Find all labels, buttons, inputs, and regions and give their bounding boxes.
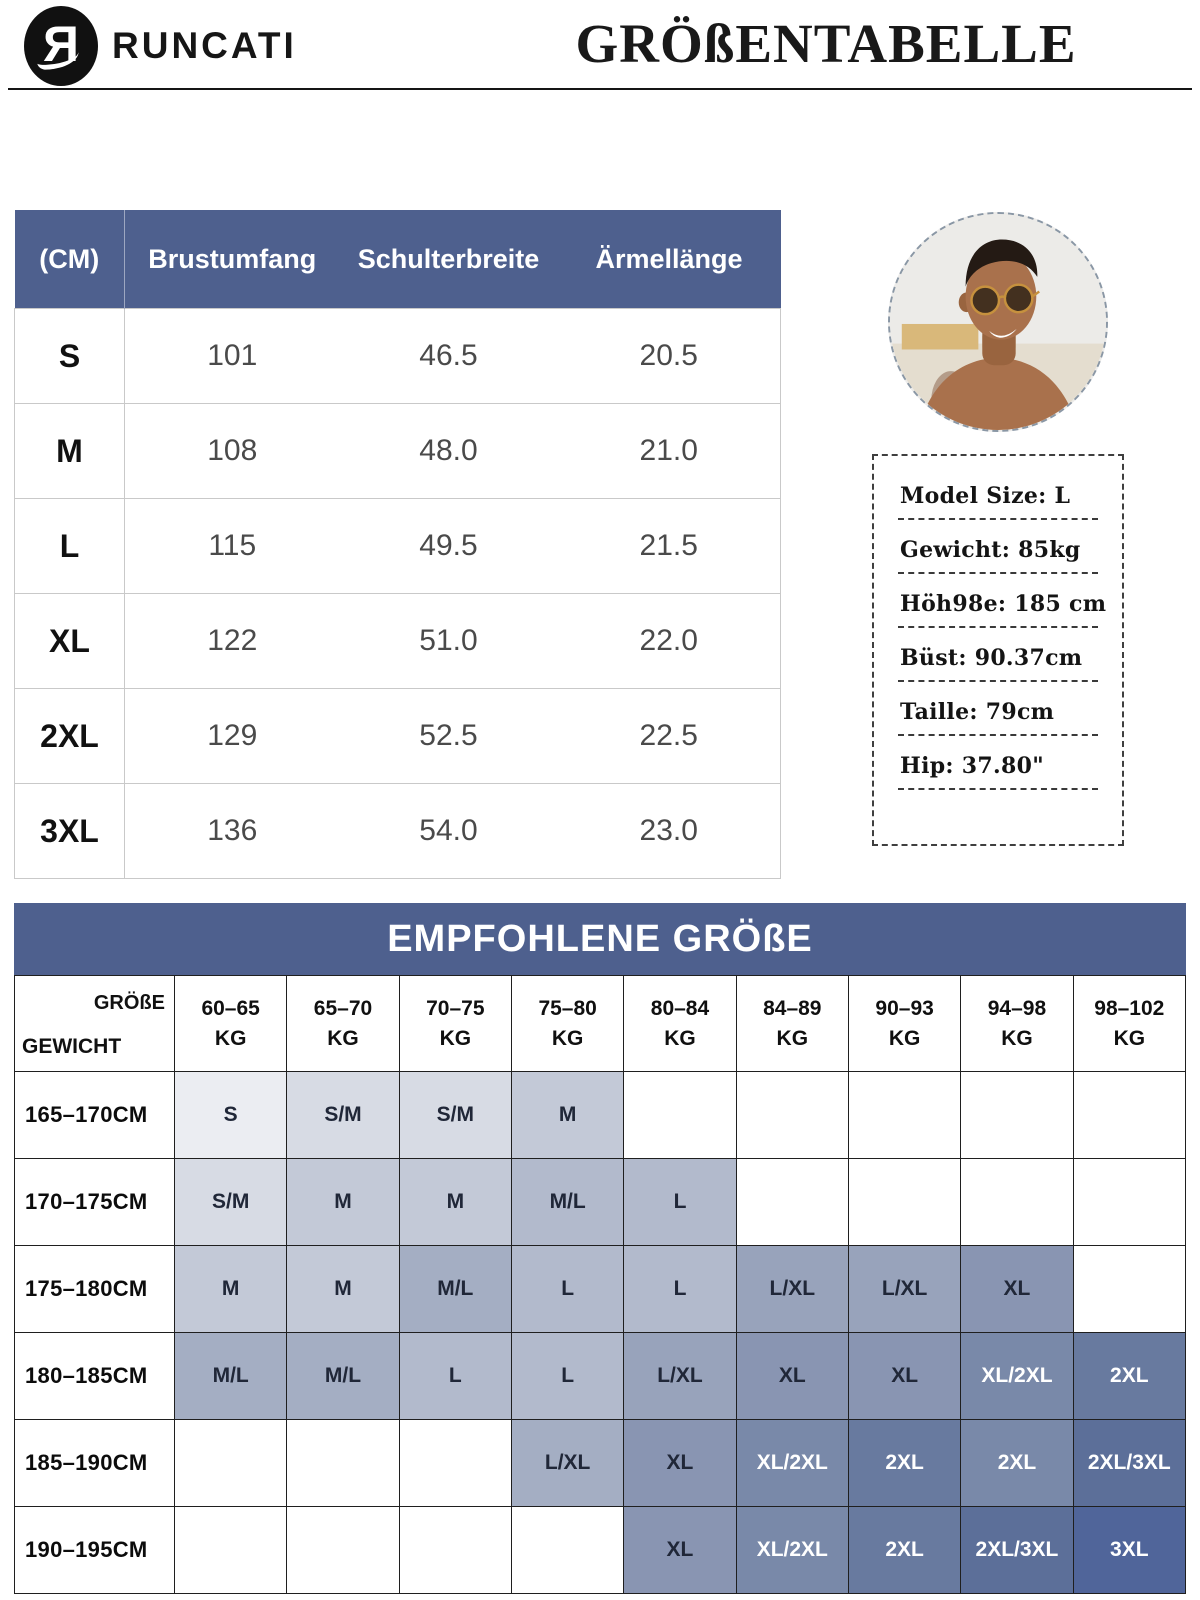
rec-cell: 2XL <box>848 1420 960 1507</box>
size-table-col-sleeve: Ärmellänge <box>558 210 781 309</box>
size-label: M <box>15 404 125 499</box>
size-table-header-row <box>15 210 781 309</box>
size-table-row <box>15 309 781 404</box>
recommendation-table <box>14 975 1186 1594</box>
rec-cell: XL <box>624 1507 736 1594</box>
rec-table-row <box>15 1159 1186 1246</box>
rec-cell: M/L <box>175 1333 287 1420</box>
size-value: 129 <box>125 689 340 784</box>
rec-cell <box>287 1420 399 1507</box>
size-value: 115 <box>125 499 340 594</box>
model-size: Model Size: L <box>898 483 1098 520</box>
brand-logo-icon <box>24 6 98 86</box>
rec-cell: L/XL <box>848 1246 960 1333</box>
rec-cell: S/M <box>287 1072 399 1159</box>
height-row-label: 190–195CM <box>15 1507 175 1594</box>
size-value: 101 <box>125 309 340 404</box>
size-value: 22.5 <box>558 689 781 784</box>
rec-cell: XL/2XL <box>961 1333 1073 1420</box>
rec-cell <box>1073 1072 1185 1159</box>
rec-cell: L/XL <box>624 1333 736 1420</box>
rec-cell: L/XL <box>511 1420 623 1507</box>
rec-table-row <box>15 1072 1186 1159</box>
size-value: 51.0 <box>340 594 558 689</box>
weight-column-header: 80–84 KG <box>624 976 736 1072</box>
rec-cell: L/XL <box>736 1246 848 1333</box>
rec-header-row <box>15 976 1186 1072</box>
corner-size-label: GRÖßE <box>93 992 165 1014</box>
height-row-label: 185–190CM <box>15 1420 175 1507</box>
rec-table-row <box>15 1333 1186 1420</box>
height-row-label: 175–180CM <box>15 1246 175 1333</box>
page-title: GRÖßENTABELLE <box>575 13 1077 74</box>
size-table-body <box>15 309 781 879</box>
weight-column-header: 75–80 KG <box>511 976 623 1072</box>
size-label: 3XL <box>15 784 125 879</box>
header-divider <box>8 88 1192 90</box>
size-table-row <box>15 404 781 499</box>
size-label: S <box>15 309 125 404</box>
rec-cell: XL <box>961 1246 1073 1333</box>
size-label: L <box>15 499 125 594</box>
rec-cell <box>624 1072 736 1159</box>
size-table-row <box>15 689 781 784</box>
rec-cell <box>848 1159 960 1246</box>
rec-cell: XL <box>736 1333 848 1420</box>
size-table-col-cm: (CM) <box>15 210 125 309</box>
weight-column-header: 98–102 KG <box>1073 976 1185 1072</box>
height-row-label: 170–175CM <box>15 1159 175 1246</box>
size-value: 49.5 <box>340 499 558 594</box>
rec-cell: XL/2XL <box>736 1507 848 1594</box>
rec-cell <box>1073 1246 1185 1333</box>
size-table-row <box>15 499 781 594</box>
weight-column-header: 90–93 KG <box>848 976 960 1072</box>
rec-cell <box>961 1159 1073 1246</box>
rec-cell <box>961 1072 1073 1159</box>
size-table-col-shoulder: Schulterbreite <box>340 210 558 309</box>
size-value: 21.5 <box>558 499 781 594</box>
size-value: 20.5 <box>558 309 781 404</box>
rec-cell: XL/2XL <box>736 1420 848 1507</box>
rec-cell: S/M <box>175 1159 287 1246</box>
rec-cell: 2XL <box>961 1420 1073 1507</box>
model-hip: Hip: 37.80" <box>898 753 1098 790</box>
rec-cell: 2XL <box>848 1507 960 1594</box>
rec-cell: M <box>511 1072 623 1159</box>
height-row-label: 180–185CM <box>15 1333 175 1420</box>
rec-cell <box>848 1072 960 1159</box>
model-info-box <box>872 454 1124 846</box>
rec-cell <box>399 1420 511 1507</box>
model-waist: Taille: 79cm <box>898 699 1098 736</box>
model-weight: Gewicht: 85kg <box>898 537 1098 574</box>
corner-cell <box>15 976 175 1072</box>
rec-table-row <box>15 1507 1186 1594</box>
rec-cell <box>175 1507 287 1594</box>
weight-column-header: 65–70 KG <box>287 976 399 1072</box>
size-table-row <box>15 784 781 879</box>
size-value: 54.0 <box>340 784 558 879</box>
rec-table-row <box>15 1246 1186 1333</box>
rec-cell: L <box>624 1246 736 1333</box>
rec-cell <box>736 1072 848 1159</box>
rec-cell: L <box>511 1246 623 1333</box>
size-table-col-chest: Brustumfang <box>125 210 340 309</box>
model-photo-illustration <box>890 214 1106 430</box>
rec-cell <box>399 1507 511 1594</box>
size-table-row <box>15 594 781 689</box>
rec-cell: 2XL/3XL <box>961 1507 1073 1594</box>
logo-r-glyph: Я <box>43 15 79 72</box>
rec-cell: S <box>175 1072 287 1159</box>
corner-weight-label: GEWICHT <box>22 1035 122 1058</box>
rec-cell: M/L <box>287 1333 399 1420</box>
rec-cell: M/L <box>511 1159 623 1246</box>
size-value: 136 <box>125 784 340 879</box>
size-table <box>14 210 781 879</box>
recommended-size-banner: EMPFOHLENE GRÖßE <box>14 903 1186 975</box>
rec-cell: M <box>399 1159 511 1246</box>
size-value: 23.0 <box>558 784 781 879</box>
rec-cell: M <box>287 1246 399 1333</box>
rec-cell: L <box>511 1333 623 1420</box>
brand-name: RUNCATI <box>112 25 297 66</box>
weight-column-header: 94–98 KG <box>961 976 1073 1072</box>
size-value: 46.5 <box>340 309 558 404</box>
rec-cell <box>511 1507 623 1594</box>
rec-cell: 2XL/3XL <box>1073 1420 1185 1507</box>
rec-cell: 2XL <box>1073 1333 1185 1420</box>
model-height: Höh98e: 185 cm <box>898 591 1098 628</box>
model-photo <box>888 212 1108 432</box>
model-bust: Büst: 90.37cm <box>898 645 1098 682</box>
rec-cell: XL <box>624 1420 736 1507</box>
size-value: 48.0 <box>340 404 558 499</box>
height-row-label: 165–170CM <box>15 1072 175 1159</box>
brand-logo <box>24 6 297 86</box>
size-value: 122 <box>125 594 340 689</box>
weight-column-header: 84–89 KG <box>736 976 848 1072</box>
weight-column-header: 60–65 KG <box>175 976 287 1072</box>
size-label: XL <box>15 594 125 689</box>
rec-cell: L <box>399 1333 511 1420</box>
rec-cell <box>287 1507 399 1594</box>
size-value: 21.0 <box>558 404 781 499</box>
rec-cell: M <box>175 1246 287 1333</box>
rec-cell <box>175 1420 287 1507</box>
rec-cell: 3XL <box>1073 1507 1185 1594</box>
size-value: 22.0 <box>558 594 781 689</box>
rec-cell <box>1073 1159 1185 1246</box>
rec-cell <box>736 1159 848 1246</box>
weight-column-header: 70–75 KG <box>399 976 511 1072</box>
rec-cell: XL <box>848 1333 960 1420</box>
rec-cell: L <box>624 1159 736 1246</box>
rec-table-row <box>15 1420 1186 1507</box>
rec-cell: M/L <box>399 1246 511 1333</box>
size-label: 2XL <box>15 689 125 784</box>
rec-cell: M <box>287 1159 399 1246</box>
size-value: 108 <box>125 404 340 499</box>
rec-cell: S/M <box>399 1072 511 1159</box>
size-value: 52.5 <box>340 689 558 784</box>
rec-table-body <box>15 1072 1186 1594</box>
